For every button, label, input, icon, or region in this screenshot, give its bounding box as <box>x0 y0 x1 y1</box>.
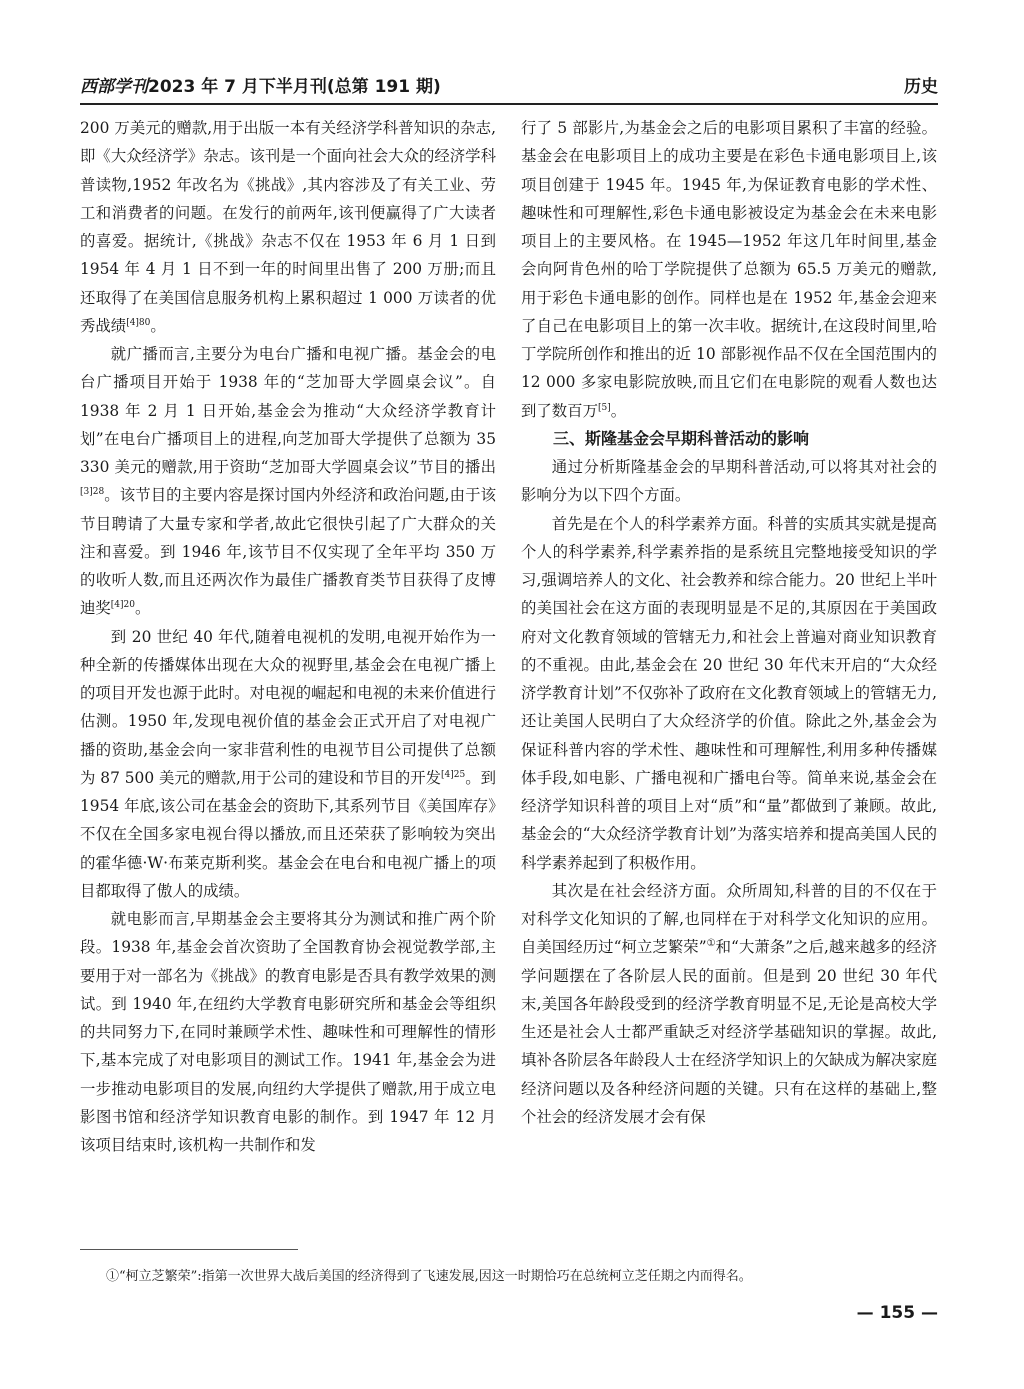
section-heading: 三、斯隆基金会早期科普活动的影响 <box>553 428 810 448</box>
footnote-rule <box>80 1249 298 1250</box>
running-header <box>80 72 938 102</box>
left-column <box>80 114 496 1159</box>
journal-header <box>80 72 441 97</box>
footnote-marker[interactable]: ① <box>706 938 716 950</box>
paragraph: 首先是在个人的科学素养方面。科普的实质其实就是提高个人的科学素养,科学素养指的是系统且完整地接受知识的学习,强调培养人的文化、社会教养和综合能力。20 世纪上半叶的美国社会在这方面的表现明显是不足的,其原因在于美国政府对文化教育领域的管辖无力,和社会上普遍对商业知识教育的不重视。由此,基金会在 20 世纪 30 年代末开启的“大众经济学教育计划”不仅弥补了政府在文化教育领域上的管辖无力,还让美国人民明白了大众经济学的价值。除此之外,基金会为保证科普内容的学术性、趣味性和可理解性,利用多种传播媒体手段,如电影、广播电视和广播电台等。简单来说,基金会在经济学知识科普的项目上对“质”和“量”都做到了兼顾。故此,基金会的“大众经济学教育计划”为落实培养和提高美国人民的科学素养起到了积极作用。 <box>521 514 937 872</box>
header-rule <box>80 103 938 105</box>
paragraph: 到 20 世纪 40 年代,随着电视机的发明,电视开始作为一种全新的传播媒体出现在大众的视野里,基金会在电视广播上的项目开发也源于此时。对电视的崛起和电视的未来价值进行估测。1950 年,发现电视价值的基金会正式开启了对电视广播的资助,基金会向一家非营利性的电视节目公司提供了总额为 87 500 美元的赠款,用于公司的建设和节目的开发$^{[4]25}$。到 1954 年底,该公司在基金会的资助下,其系列节目《美国库存》不仅在全国多家电视台得以播放,而且还荣获了影响较为突出的霍华德·W·布莱克斯利奖。基金会在电台和电视广播上的项目都取得了傲人的成绩。 <box>80 627 496 900</box>
citation-ref: [4]25 <box>441 769 466 780</box>
citation-ref: [3]28 <box>80 487 105 498</box>
footnote: ①“柯立芝繁荣”:指第一次世界大战后美国的经济得到了飞速发展,因这一时期恰巧在总统柯立芝任期之内而得名。 <box>106 1269 752 1284</box>
section-label: 历史 <box>904 77 938 97</box>
right-column <box>521 114 937 1131</box>
issue-info: 2023 年 7 月下半月刊(总第 191 期) <box>148 77 441 97</box>
paragraph: 通过分析斯隆基金会的早期科普活动,可以将其对社会的影响分为以下四个方面。 <box>521 458 937 505</box>
paragraph: 200 万美元的赠款,用于出版一本有关经济学科普知识的杂志,即《大众经济学》杂志。该刊是一个面向社会大众的经济学科普读物,1952 年改名为《挑战》,其内容涉及了有关工业、劳工和消费者的问题。在发行的前两年,该刊便赢得了广大读者的喜爱。据统计,《挑战》杂志不仅在 1953 年 6 月 1 日到 1954 年 4 月 1 日不到一年的时间里出售了 200 万册;而且还取得了在美国信息服务机构上累积超过 1 000 万读者的优秀战绩$^{[4]80}$。 <box>80 119 496 335</box>
citation-ref: [4]20 <box>110 600 135 611</box>
citation-ref: [4]80 <box>126 317 151 328</box>
page-number: — 155 — <box>856 1303 938 1323</box>
journal-logo: 西部学刊 <box>80 77 148 97</box>
paragraph: 其次是在社会经济方面。众所周知,科普的目的不仅在于对科学文化知识的了解,也同样在于对科学文化知识的应用。自美国经历过“柯立芝繁荣”①和“大萧条”之后,越来越多的经济学问题摆在了各阶层人民的面前。但是到 20 世纪 30 年代末,美国各年龄段受到的经济学教育明显不足,无论是高校大学生还是社会人士都严重缺乏对经济学基础知识的掌握。故此,填补各阶层各年龄段人士在经济学知识上的欠缺成为解决家庭经济问题以及各种经济问题的关键。只有在这样的基础上,整个社会的经济发展才会有保 <box>521 881 937 1126</box>
citation-ref: [5] <box>597 402 611 413</box>
paragraph: 就电影而言,早期基金会主要将其分为测试和推广两个阶段。1938 年,基金会首次资助了全国教育协会视觉教学部,主要用于对一部名为《挑战》的教育电影是否具有教学效果的测试。到 1940 年,在纽约大学教育电影研究所和基金会等组织的共同努力下,在同时兼顾学术性、趣味性和可理解性的情形下,基本完成了对电影项目的测试工作。1941 年,基金会为进一步推动电影项目的发展,向纽约大学提供了赠款,用于成立电影图书馆和经济学知识教育电影的制作。到 1947 年 12 月该项目结束时,该机构一共制作和发 <box>80 910 496 1154</box>
paragraph: 行了 5 部影片,为基金会之后的电影项目累积了丰富的经验。基金会在电影项目上的成功主要是在彩色卡通电影项目上,该项目创建于 1945 年。1945 年,为保证教育电影的学术性、趣味性和可理解性,彩色卡通电影被设定为基金会在未来电影项目上的主要风格。在 1945—1952 年这几年时间里,基金会向阿肯色州的哈丁学院提供了总额为 65.5 万美元的赠款,用于彩色卡通电影的创作。同样也是在 1952 年,基金会迎来了自己在电影项目上的第一次丰收。据统计,在这段时间里,哈丁学院所创作和推出的近 10 部影视作品不仅在全国范围内的 12 000 多家电影院放映,而且它们在电影院的观看人数也达到了数百万[5]。 <box>521 119 937 420</box>
paragraph: 就广播而言,主要分为电台广播和电视广播。基金会的电台广播项目开始于 1938 年的“芝加哥大学圆桌会议”。自 1938 年 2 月 1 日开始,基金会为推动“大众经济学教育计划”在电台广播项目上的进程,向芝加哥大学提供了总额为 35 330 美元的赠款,用于资助“芝加哥大学圆桌会议”节目的播出$^{[3]28}$。该节目的主要内容是探讨国内外经济和政治问题,由于该节目聘请了大量专家和学者,故此它很快引起了广大群众的关注和喜爱。到 1946 年,该节目不仅实现了全年平均 350 万的收听人数,而且还两次作为最佳广播教育类节目获得了皮博迪奖$^{[4]20}$。 <box>80 345 496 618</box>
